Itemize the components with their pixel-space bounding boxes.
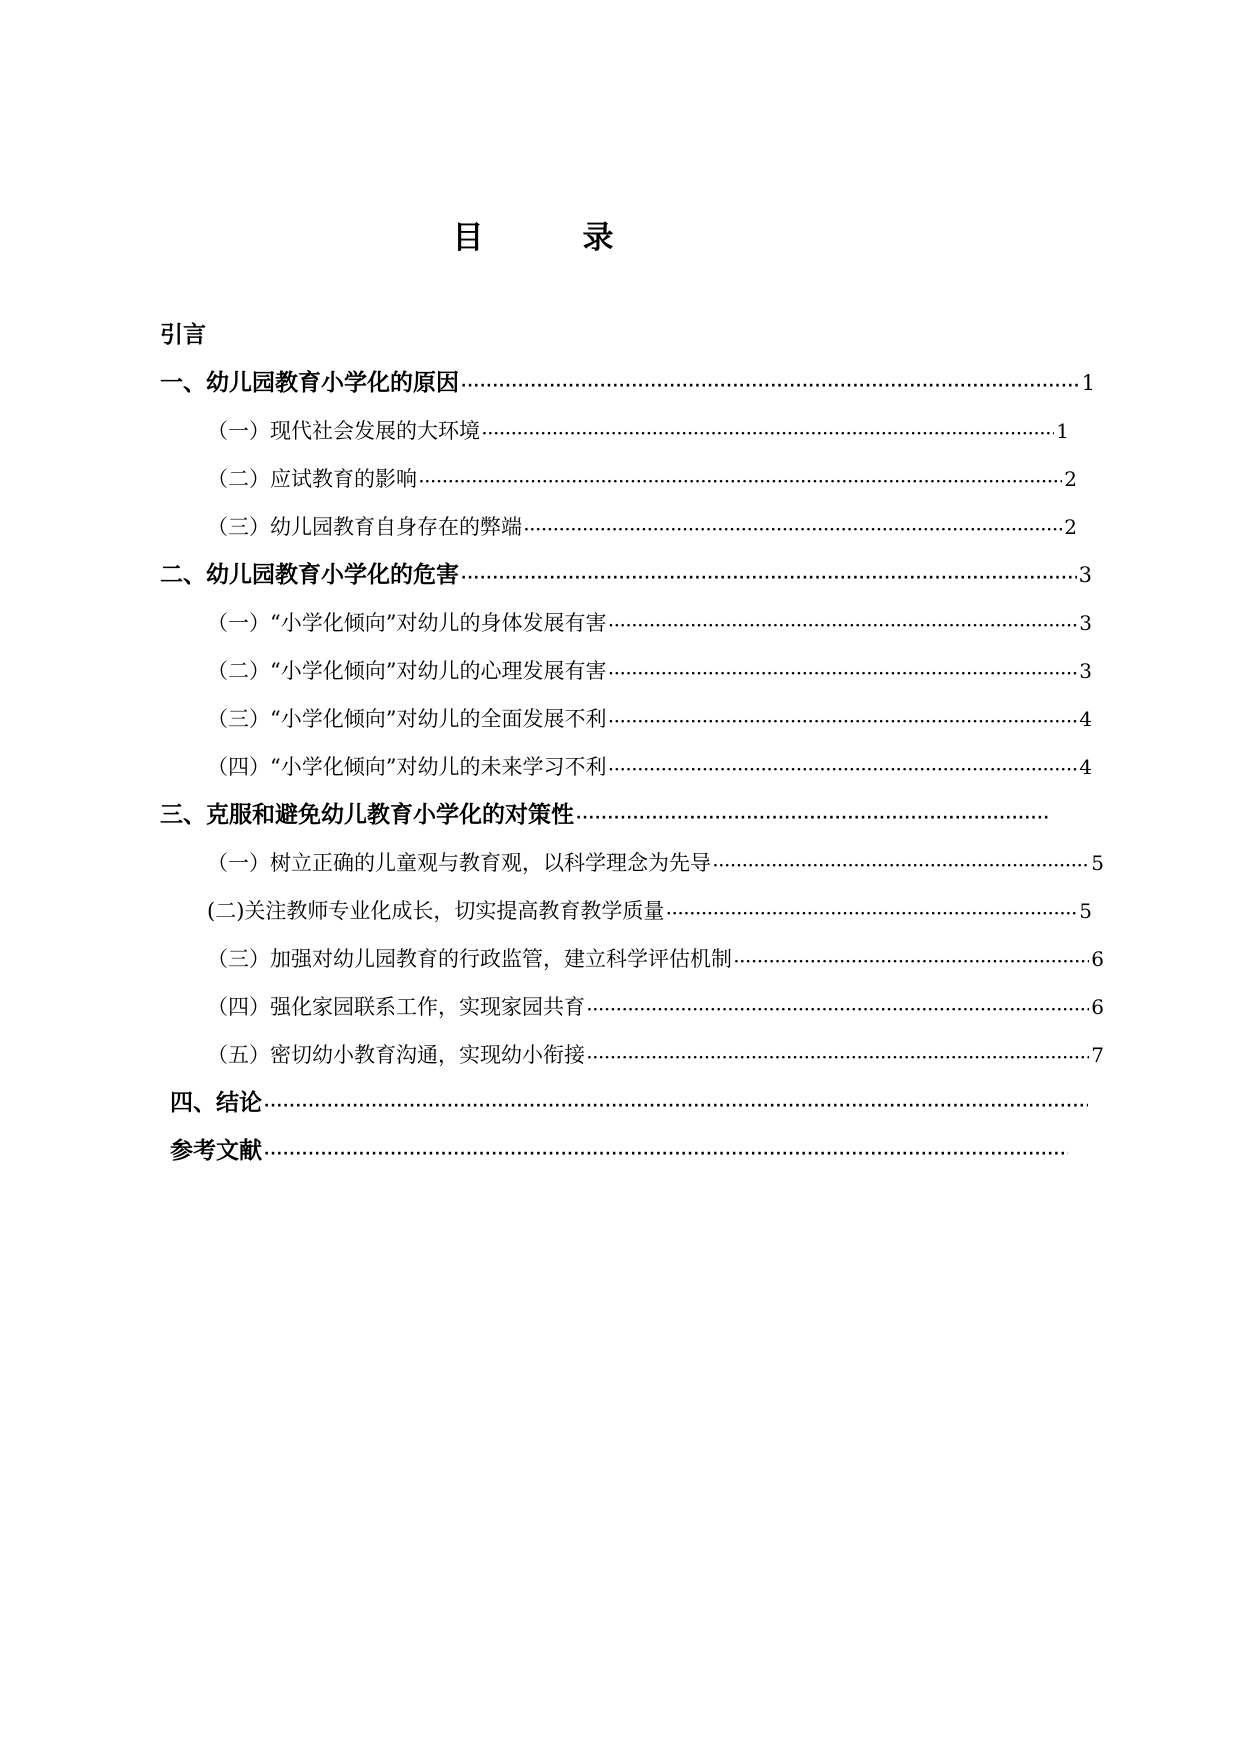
toc-entry-section-3-5[interactable]	[207, 1038, 1104, 1072]
toc-entry-label: （一）“小学化倾向”对幼儿的身体发展有害	[207, 611, 607, 635]
toc-entry-label: 一、幼儿园教育小学化的原因	[160, 370, 459, 396]
toc-page-number: 1	[1056, 419, 1069, 443]
toc-entry-label: (二)关注教师专业化成长，切实提高教育教学质量	[207, 899, 665, 923]
dot-leader	[587, 1041, 1089, 1072]
dot-leader	[264, 1137, 1068, 1168]
toc-entry-label: 三、克服和避免幼儿教育小学化的对策性	[160, 802, 574, 828]
toc-entry-label: （三）“小学化倾向”对幼儿的全面发展不利	[207, 707, 607, 731]
toc-entry-section-4[interactable]	[170, 1086, 1090, 1120]
toc-entry-section-1-2[interactable]	[207, 462, 1077, 496]
toc-entry-section-1-3[interactable]	[207, 510, 1077, 544]
toc-entry-section-3-3[interactable]	[207, 942, 1104, 976]
toc-page-number: 5	[1079, 899, 1092, 923]
toc-page-number: 1	[1081, 371, 1095, 395]
dot-leader	[666, 897, 1077, 928]
toc-entry-label: （二）“小学化倾向”对幼儿的心理发展有害	[207, 659, 607, 683]
toc-entry-section-2-2[interactable]	[207, 654, 1092, 688]
dot-leader	[419, 465, 1062, 496]
toc-page-number: 2	[1064, 467, 1077, 491]
dot-leader	[587, 993, 1089, 1024]
dot-leader	[608, 705, 1077, 736]
toc-entry-label: 参考文献	[170, 1138, 262, 1164]
toc-entry-label: （三）加强对幼儿园教育的行政监管，建立科学评估机制	[207, 947, 732, 971]
toc-page-number: 4	[1079, 755, 1092, 779]
dot-leader	[264, 1089, 1088, 1120]
toc-entry-section-2-1[interactable]	[207, 606, 1092, 640]
toc-entry-label: 二、幼儿园教育小学化的危害	[160, 562, 459, 588]
toc-entry-section-1-1[interactable]	[207, 414, 1069, 448]
toc-title: 目 录	[452, 220, 648, 256]
toc-page-number: 6	[1091, 947, 1104, 971]
toc-entry-section-3-4[interactable]	[207, 990, 1104, 1024]
dot-leader	[524, 513, 1062, 544]
toc-entry-label: （三）幼儿园教育自身存在的弊端	[207, 515, 522, 539]
toc-entry-section-1[interactable]	[160, 366, 1095, 400]
toc-entry-section-2[interactable]	[160, 558, 1092, 592]
toc-page-number: 6	[1091, 995, 1104, 1019]
toc-page-number: 3	[1079, 659, 1092, 683]
toc-entry-intro[interactable]	[160, 318, 360, 352]
toc-page-number: 3	[1078, 563, 1092, 587]
toc-entry-label: （四）“小学化倾向”对幼儿的未来学习不利	[207, 755, 607, 779]
toc-entry-section-3-1[interactable]	[207, 846, 1104, 880]
dot-leader	[713, 849, 1089, 880]
toc-entry-label: （四）强化家园联系工作，实现家园共育	[207, 995, 585, 1019]
toc-entry-label: 四、结论	[170, 1090, 262, 1116]
toc-entry-section-3-2[interactable]	[207, 894, 1092, 928]
toc-page-number: 7	[1091, 1043, 1104, 1067]
toc-entry-label: （一）树立正确的儿童观与教育观，以科学理念为先导	[207, 851, 711, 875]
dot-leader	[608, 657, 1077, 688]
toc-entry-section-3[interactable]	[160, 798, 1052, 832]
dot-leader	[734, 945, 1089, 976]
dot-leader	[608, 609, 1077, 640]
toc-entry-references[interactable]	[170, 1134, 1070, 1168]
toc-entry-label: （五）密切幼小教育沟通，实现幼小衔接	[207, 1043, 585, 1067]
toc-page-number: 2	[1064, 515, 1077, 539]
toc-page-number: 4	[1079, 707, 1092, 731]
toc-page-number: 5	[1091, 851, 1104, 875]
dot-leader	[461, 561, 1077, 592]
toc-entry-label: （二）应试教育的影响	[207, 467, 417, 491]
toc-entry-section-2-3[interactable]	[207, 702, 1092, 736]
toc-entry-label: 引言	[160, 322, 206, 348]
toc-page-number: 3	[1079, 611, 1092, 635]
dot-leader	[482, 417, 1054, 448]
dot-leader	[461, 369, 1080, 400]
dot-leader	[608, 753, 1077, 784]
dot-leader	[576, 801, 1050, 832]
toc-entry-label: （一）现代社会发展的大环境	[207, 419, 480, 443]
toc-entry-section-2-4[interactable]	[207, 750, 1092, 784]
